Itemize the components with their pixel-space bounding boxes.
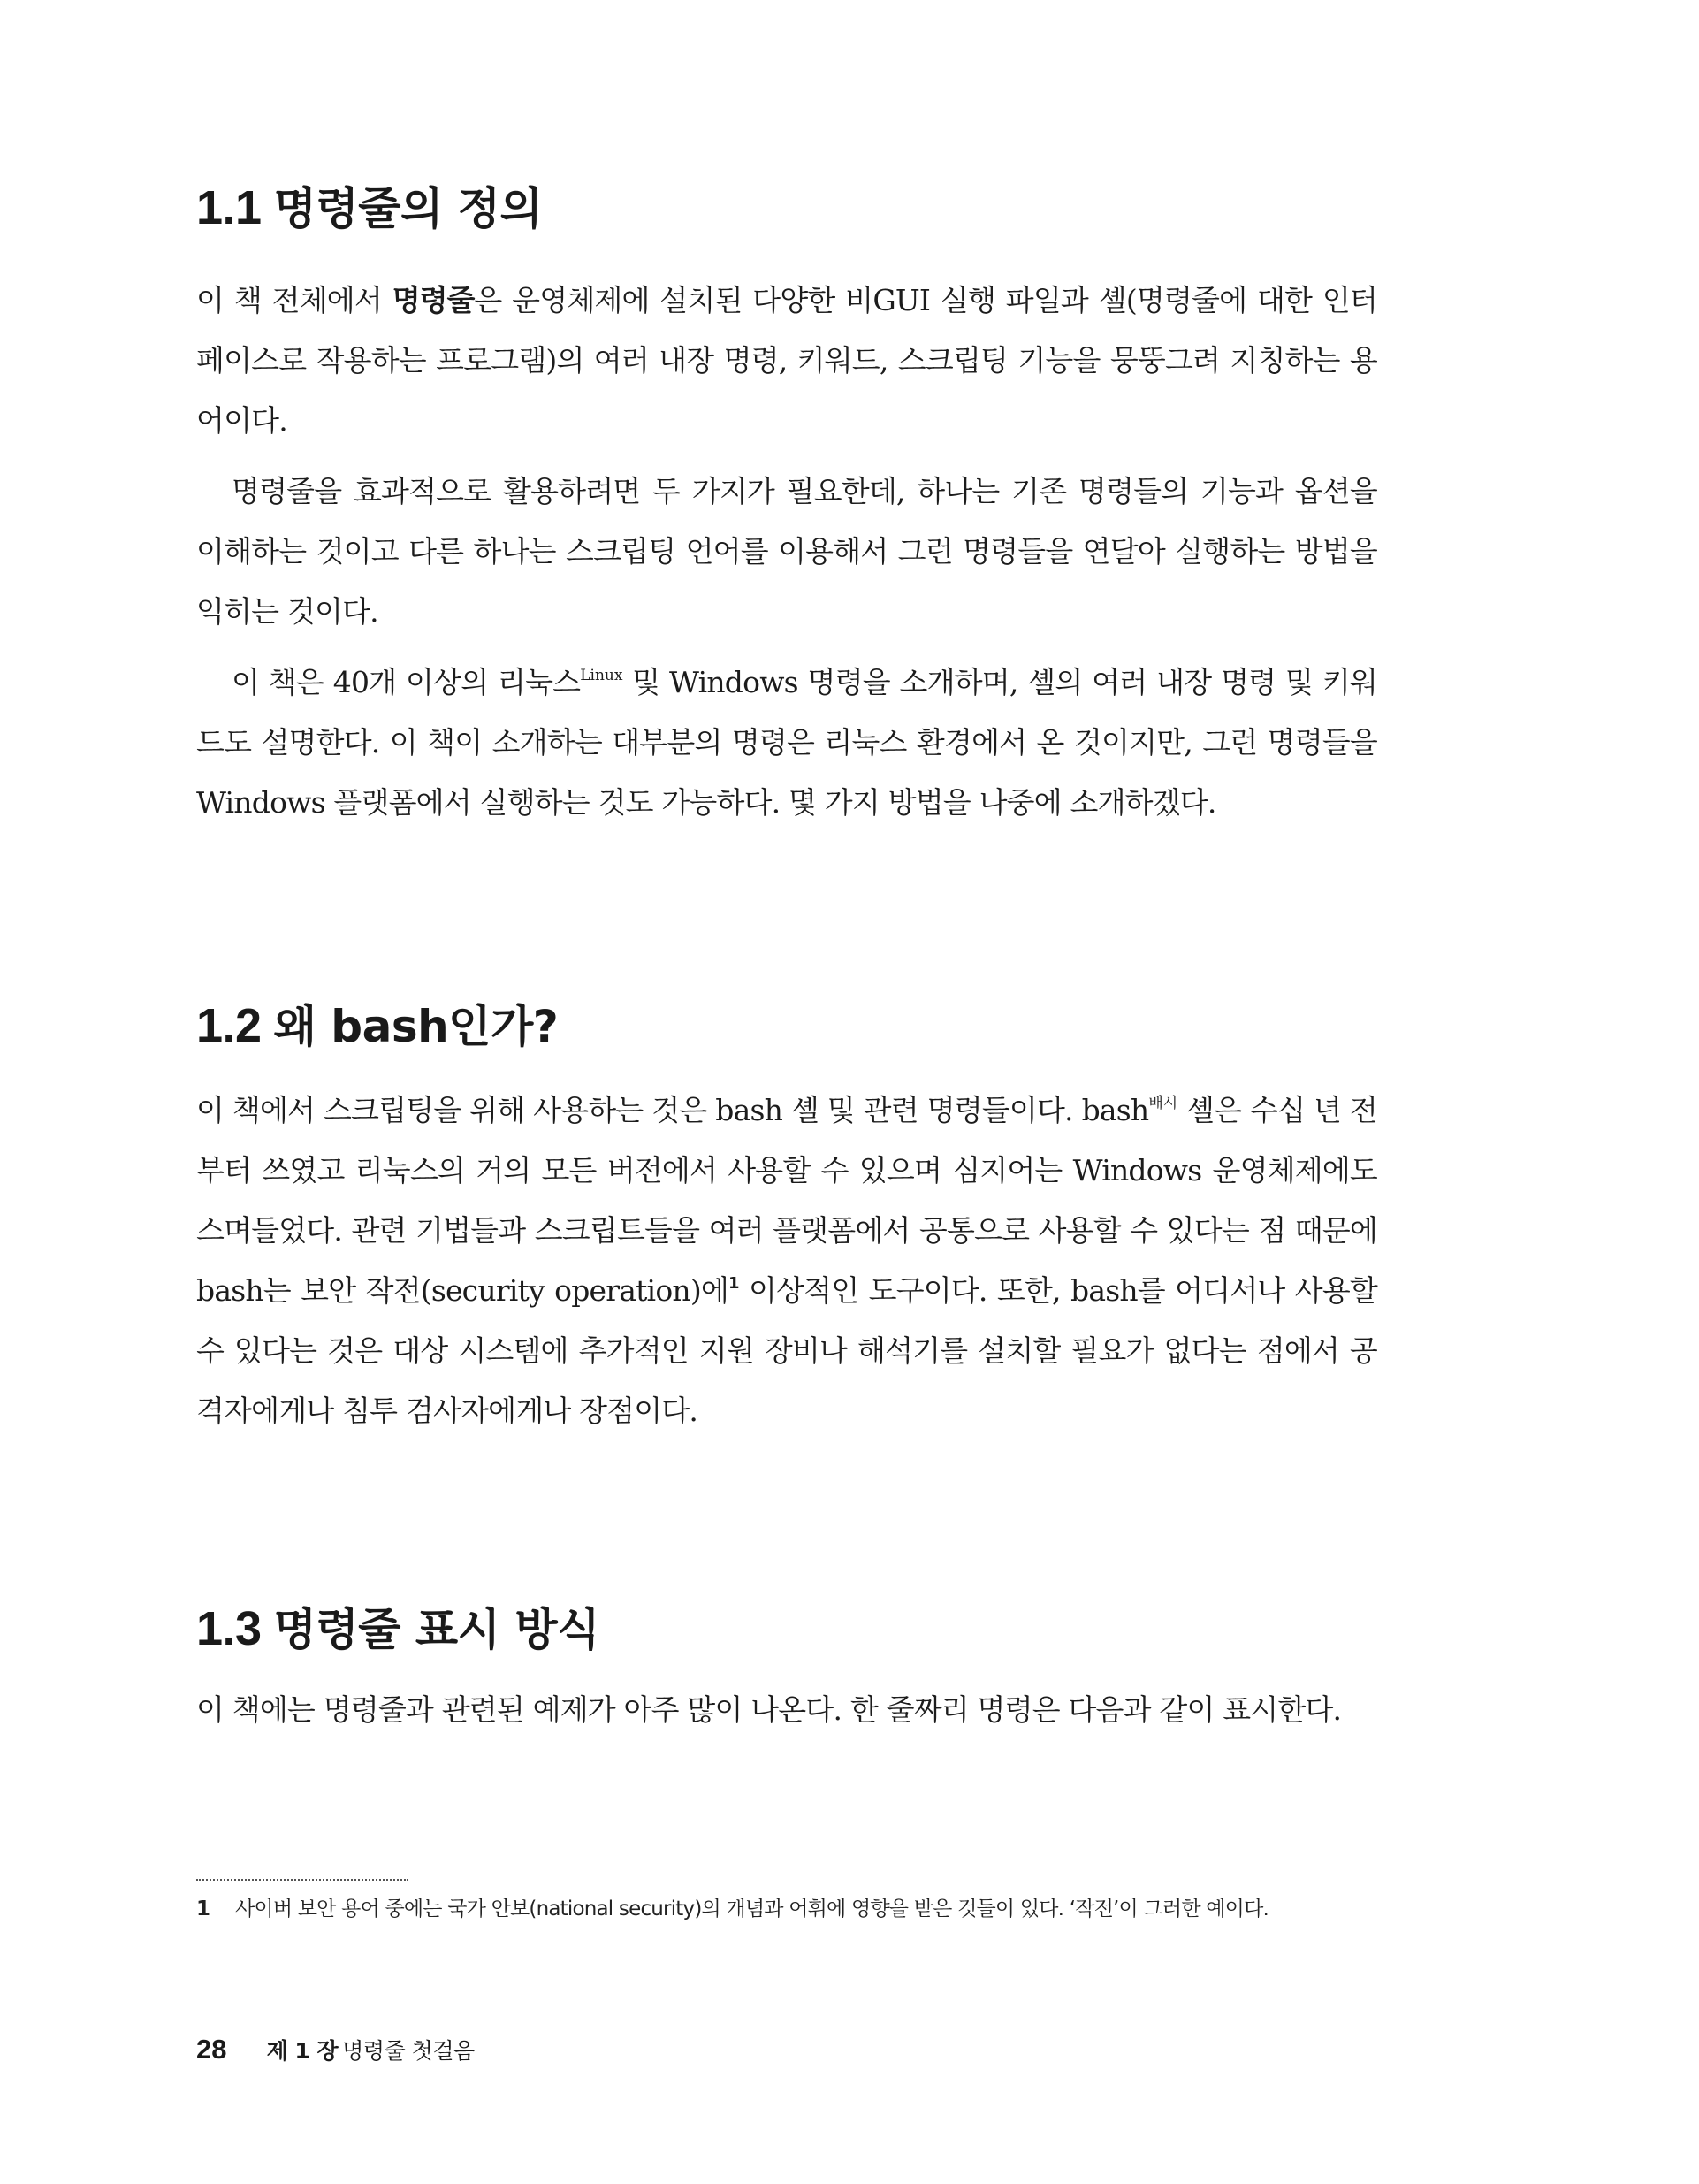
page-number: 28 (196, 2034, 227, 2065)
paragraph-text: 이 책 전체에서 (196, 283, 392, 317)
section-number: 1.1 (196, 181, 262, 234)
footnote-number: 1 (196, 1898, 210, 1921)
chapter-label: 제 1 장 (266, 2038, 339, 2064)
footnote-marker[interactable]: 1 (728, 1274, 739, 1293)
page-footer (196, 2034, 475, 2066)
section-title: 왜 bash인가? (273, 1001, 559, 1052)
paragraph (196, 1081, 1377, 1441)
gloss-superscript: 배시 (1148, 1095, 1178, 1112)
section-body-1-1 (196, 271, 1377, 833)
section-body-1-3 (196, 1680, 1377, 1740)
paragraph-text: 및 Windows 명령을 소개하며, 셸의 여러 내장 명령 및 키워드도 설명한다. 이 책이 소개하는 대부분의 명령은 리눅스 환경에서 온 것이지만, 그런 명령들을 Windows 플랫폼에서 실행하는 것도 가능하다. 몇 가지 방법을 나중에 소개하겠다. (196, 665, 1377, 820)
paragraph-text: 은 운영체제에 설치된 다양한 비GUI 실행 파일과 셸(명령줄에 대한 인터페이스로 작용하는 프로그램)의 여러 내장 명령, 키워드, 스크립팅 기능을 뭉뚱그려 지칭하는 용어이다. (196, 283, 1377, 438)
paragraph-text: 이상적인 도구이다. 또한, bash를 어디서나 사용할 수 있다는 것은 대상 시스템에 추가적인 지원 장비나 해석기를 설치할 필요가 없다는 점에서 공격자에게나 침투 검사자에게나 장점이다. (196, 1273, 1377, 1428)
paragraph-text: 이 책은 40개 이상의 리눅스 (232, 665, 581, 699)
paragraph-text: 셸은 수십 년 전부터 쓰였고 리눅스의 거의 모든 버전에서 사용할 수 있으며 심지어는 Windows 운영체제에도 스며들었다. 관련 기법들과 스크립트들을 여러 플랫폼에서 공통으로 사용할 수 있다는 점 때문에 bash는 보안 작전(security operation)에 (196, 1093, 1377, 1308)
section-number: 1.2 (196, 999, 262, 1052)
section-heading-1-1 (196, 181, 542, 235)
section-heading-1-3 (196, 1602, 599, 1656)
section-title: 명령줄의 정의 (273, 183, 543, 234)
section-heading-1-2 (196, 999, 558, 1053)
paragraph-text: 이 책에서 스크립팅을 위해 사용하는 것은 bash 셸 및 관련 명령들이다. bash (196, 1093, 1149, 1127)
gloss-superscript: Linux (580, 667, 623, 684)
paragraph: 명령줄을 효과적으로 활용하려면 두 가지가 필요한데, 하나는 기존 명령들의 기능과 옵션을 이해하는 것이고 다른 하나는 스크립팅 언어를 이용해서 그런 명령들을 연달아 실행하는 방법을 익히는 것이다. (196, 474, 1377, 629)
term-emphasis: 명령줄 (392, 283, 475, 317)
section-body-1-2 (196, 1081, 1377, 1441)
paragraph (196, 653, 1377, 833)
paragraph: 이 책에는 명령줄과 관련된 예제가 아주 많이 나온다. 한 줄짜리 명령은 다음과 같이 표시한다. (196, 1692, 1342, 1727)
section-number: 1.3 (196, 1602, 262, 1655)
paragraph (196, 271, 1377, 451)
section-title: 명령줄 표시 방식 (273, 1604, 599, 1655)
chapter-title: 명령줄 첫걸음 (342, 2038, 475, 2064)
footnote-text: 사이버 보안 용어 중에는 국가 안보(national security)의 개념과 어휘에 영향을 받은 것들이 있다. ‘작전’이 그러한 예이다. (235, 1898, 1269, 1921)
footnote (196, 1894, 1434, 1924)
footnote-divider (196, 1879, 408, 1881)
